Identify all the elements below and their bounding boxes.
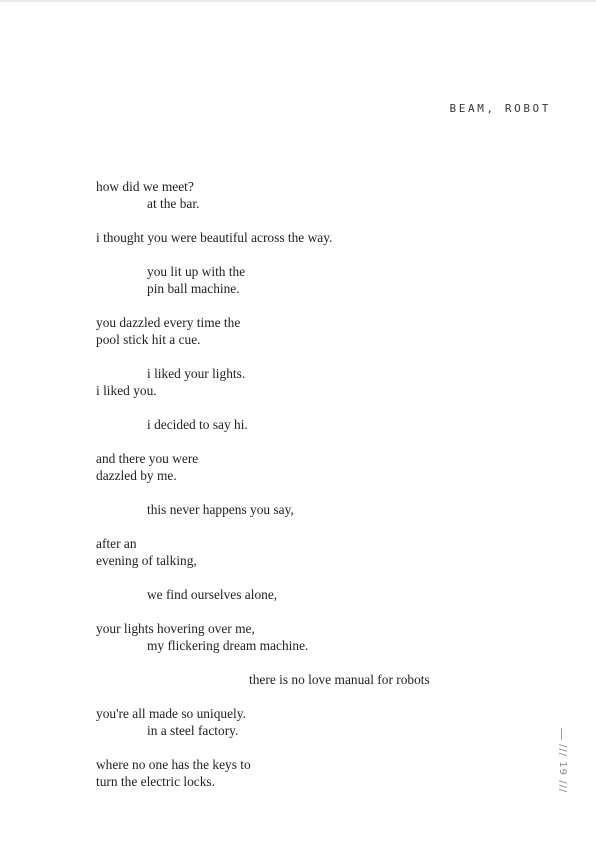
poem-line: there is no love manual for robots [249, 672, 430, 687]
poem-line: and there you were [96, 451, 199, 466]
poem-line: my flickering dream machine. [147, 638, 309, 653]
poem-line: after an [96, 536, 137, 551]
poem-line: we find ourselves alone, [147, 587, 278, 602]
poem-line: i liked you. [96, 383, 157, 398]
poem-line: you're all made so uniquely. [96, 706, 246, 721]
poem-line: this never happens you say, [147, 502, 294, 517]
poem-line: you lit up with the [147, 264, 246, 279]
poem-line: dazzled by me. [96, 468, 177, 483]
page-number: /// 19 /// [557, 744, 568, 794]
top-border [0, 0, 596, 2]
poem-line: i thought you were beautiful across the way. [96, 230, 333, 245]
page-number-rule [561, 728, 562, 740]
poem-line: turn the electric locks. [96, 774, 215, 789]
poem-line: i decided to say hi. [147, 417, 248, 432]
poem-line: how did we meet? [96, 179, 194, 194]
poem-line: at the bar. [147, 196, 200, 211]
page-number-marker [552, 728, 572, 794]
poem-line: evening of talking, [96, 553, 197, 568]
poem-line: your lights hovering over me, [96, 621, 255, 636]
poem-line: i liked your lights. [147, 366, 246, 381]
poem-line: you dazzled every time the [96, 315, 241, 330]
running-header: BEAM, ROBOT [449, 102, 551, 115]
poem-line: pool stick hit a cue. [96, 332, 201, 347]
poem-line: pin ball machine. [147, 281, 240, 296]
poem-line: where no one has the keys to [96, 757, 251, 772]
poem-line: in a steel factory. [147, 723, 239, 738]
